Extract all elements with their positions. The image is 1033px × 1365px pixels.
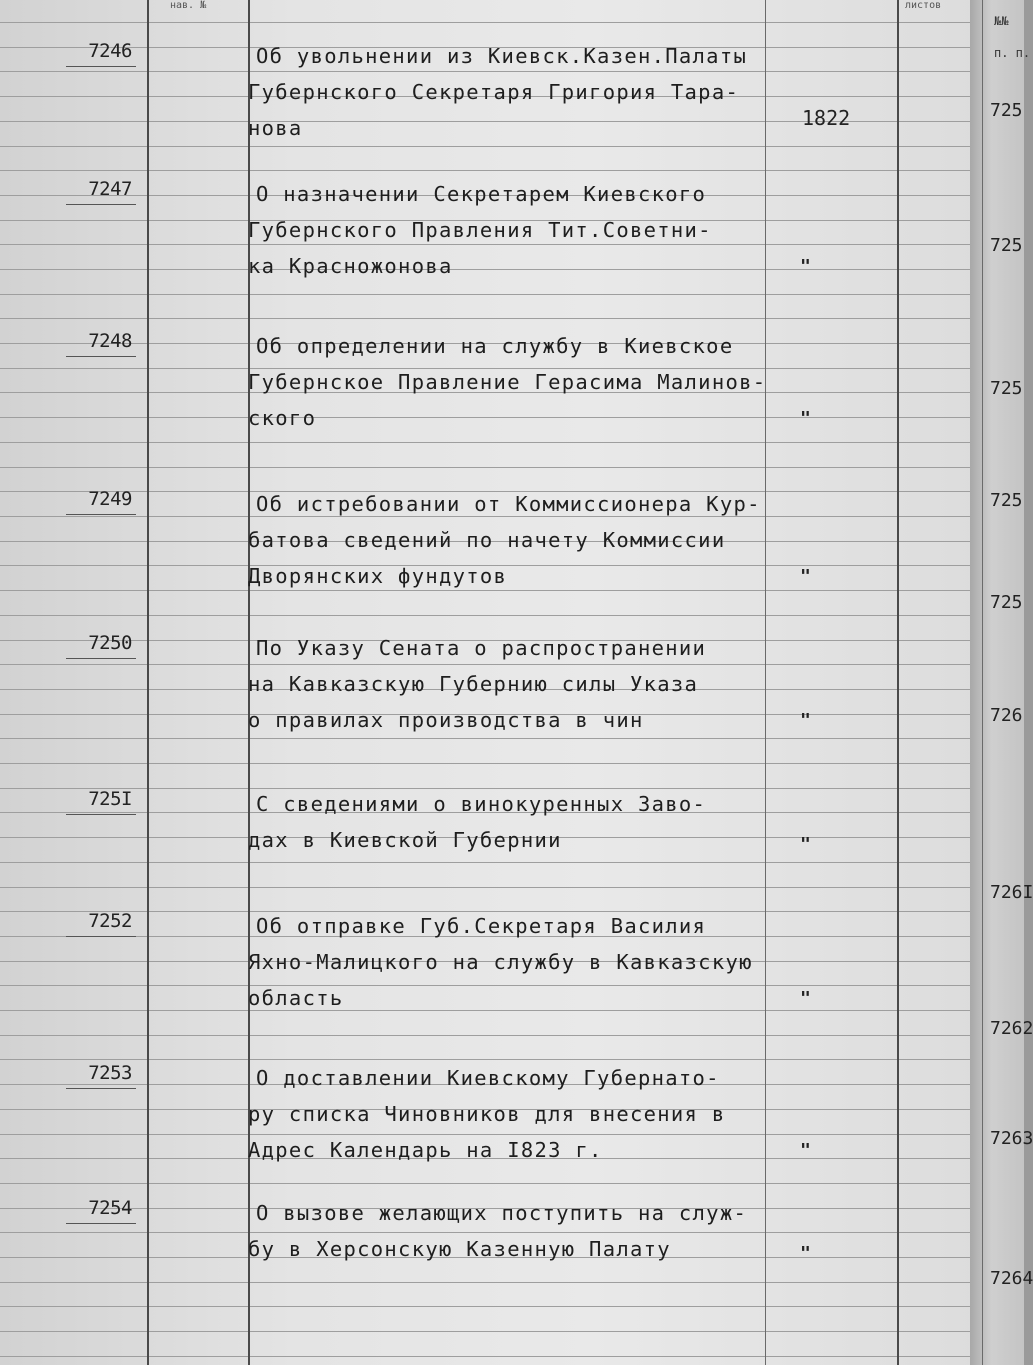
record-ditto-mark: " (800, 710, 811, 731)
record-title-line: бу в Херсонскую Казенную Палату (248, 1237, 671, 1261)
record-ditto-mark: " (800, 988, 811, 1009)
next-page-number: 7263 (990, 1128, 1033, 1149)
record-number: 7254 (88, 1197, 132, 1219)
record-number: 7250 (88, 632, 132, 654)
record-year: 1822 (802, 106, 851, 130)
record-title-line: Губернское Правление Герасима Малинов- (248, 370, 767, 394)
next-page-number: 726 (990, 705, 1023, 726)
record-number-underline (66, 1223, 136, 1224)
next-page-number: 7262 (990, 1018, 1033, 1039)
record-title-line: С сведениями о винокуренных Заво- (256, 792, 707, 816)
next-page-header-1: №№ (994, 14, 1009, 28)
record-title-line: ского (248, 406, 317, 430)
record-number-underline (66, 514, 136, 515)
header-sheets-label: листов (905, 0, 942, 11)
next-page-edge (970, 0, 1033, 1365)
record-title-line: О доставлении Киевскому Губернато- (256, 1066, 720, 1090)
record-number-underline (66, 814, 136, 815)
record-title-line: О вызове желающих поступить на служ- (256, 1201, 748, 1225)
record-title-line: Об истребовании от Коммиссионера Кур- (256, 492, 761, 516)
record-title-line: ру списка Чиновников для внесения в (248, 1102, 726, 1126)
record-ditto-mark: " (800, 1243, 811, 1264)
record-number-underline (66, 356, 136, 357)
record-title-line: Об отправке Губ.Секретаря Василия (256, 914, 707, 938)
record-ditto-mark: " (800, 408, 811, 429)
record-number-underline (66, 936, 136, 937)
record-number-underline (66, 658, 136, 659)
record-title-line: батова сведений по начету Коммиссии (248, 528, 726, 552)
record-title-line: нова (248, 116, 303, 140)
next-page-number: 726I (990, 882, 1033, 903)
record-title-line: Губернского Секретаря Григория Тара- (248, 80, 740, 104)
record-title-line: Адрес Календарь на I823 г. (248, 1138, 603, 1162)
next-page-number: 725 (990, 100, 1023, 121)
record-ditto-mark: " (800, 256, 811, 277)
record-title-line: область (248, 986, 344, 1010)
record-title-line: на Кавказскую Губернию силы Указа (248, 672, 699, 696)
column-divider-dates (765, 0, 766, 1365)
next-page-number: 725 (990, 378, 1023, 399)
record-title-line: Яхно-Малицкого на службу в Кавказскую (248, 950, 753, 974)
record-number-underline (66, 1088, 136, 1089)
record-title-line: Дворянских фундутов (248, 564, 508, 588)
next-page-number: 725 (990, 235, 1023, 256)
record-number-underline (66, 204, 136, 205)
record-title-line: о правилах производства в чин (248, 708, 644, 732)
record-title-line: О назначении Секретарем Киевского (256, 182, 707, 206)
column-divider-sheets (897, 0, 899, 1365)
next-page-number: 7264 (990, 1268, 1033, 1289)
record-title-line: По Указу Сената о распространении (256, 636, 707, 660)
record-number: 7246 (88, 40, 132, 62)
record-number-underline (66, 66, 136, 67)
record-ditto-mark: " (800, 1140, 811, 1161)
next-page-number: 725 (990, 490, 1023, 511)
column-divider-num (147, 0, 149, 1365)
record-ditto-mark: " (800, 566, 811, 587)
next-page-header-2: п. п. (994, 46, 1031, 60)
record-title-line: дах в Киевской Губернии (248, 828, 562, 852)
record-number: 7247 (88, 178, 132, 200)
record-title-line: ка Красножонова (248, 254, 453, 278)
record-title-line: Об определении на службу в Киевское (256, 334, 734, 358)
header-num-label: нав. № (170, 0, 207, 11)
record-title-line: Об увольнении из Киевск.Казен.Палаты (256, 44, 748, 68)
record-number: 7253 (88, 1062, 132, 1084)
record-number: 7248 (88, 330, 132, 352)
record-number: 725I (88, 788, 132, 810)
record-number: 7249 (88, 488, 132, 510)
record-number: 7252 (88, 910, 132, 932)
record-title-line: Губернского Правления Тит.Советни- (248, 218, 712, 242)
next-page-divider (982, 0, 983, 1365)
next-page-number: 725 (990, 592, 1023, 613)
record-ditto-mark: " (800, 834, 811, 855)
